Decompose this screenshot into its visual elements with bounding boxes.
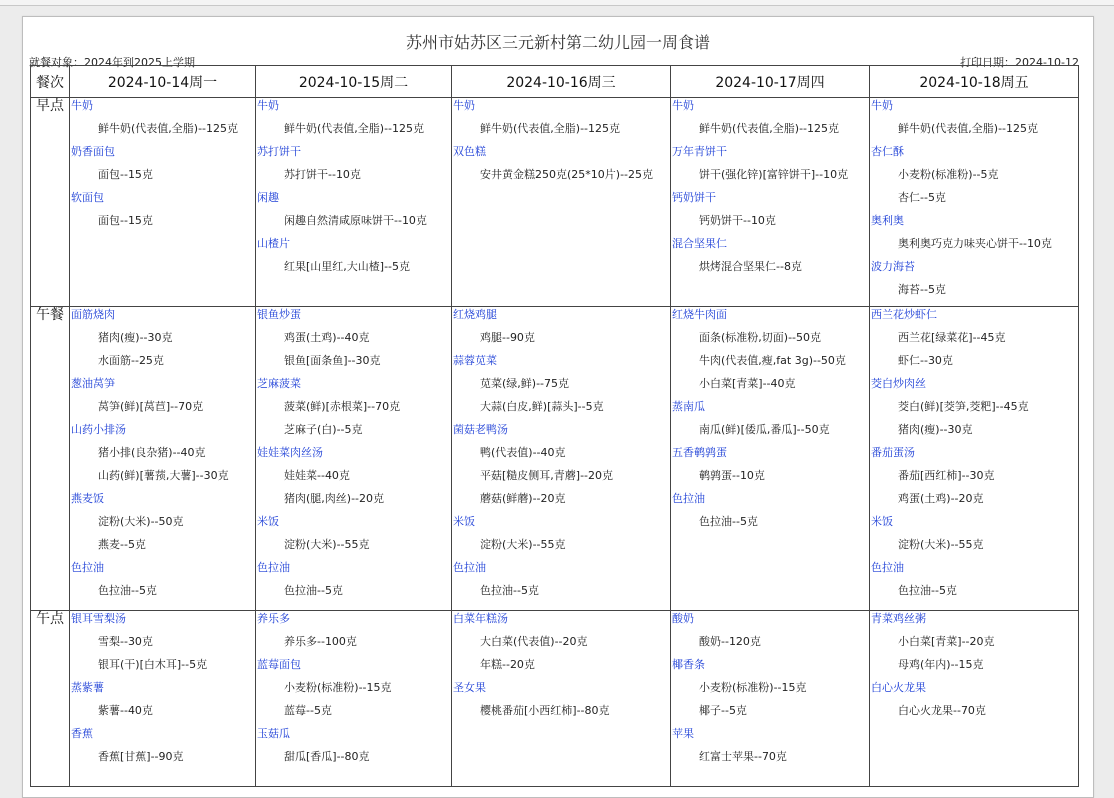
dish-name: 银耳雪梨汤	[71, 612, 126, 625]
ingredient-line: 樱桃番茄[小西红柿]--80克	[480, 704, 610, 717]
ingredient-line: 山药(鲜)[薯蓣,大薯]--30克	[98, 469, 229, 482]
dish-name: 双色糕	[453, 145, 486, 158]
menu-cell	[671, 98, 870, 307]
dish-name: 软面包	[71, 191, 104, 204]
menu-sheet	[22, 16, 1094, 798]
ingredient-line: 小麦粉(标准粉)--5克	[898, 168, 999, 181]
dish-name: 苏打饼干	[257, 145, 301, 158]
dish-name: 酸奶	[672, 612, 694, 625]
dish-name: 山药小排汤	[71, 423, 126, 436]
ingredient-line: 鲜牛奶(代表值,全脂)--125克	[284, 122, 425, 135]
dish-name: 钙奶饼干	[672, 191, 716, 204]
ingredient-line: 牛肉(代表值,瘦,fat 3g)--50克	[699, 354, 846, 367]
dish-name: 燕麦饭	[71, 492, 104, 505]
dish-name: 蓝莓面包	[257, 658, 301, 671]
ingredient-line: 杏仁--5克	[898, 191, 946, 204]
dish-name: 杏仁酥	[871, 145, 904, 158]
day-header: 2024-10-18周五	[870, 66, 1079, 98]
dish-name: 米饭	[257, 515, 279, 528]
menu-cell	[870, 611, 1079, 787]
dish-name: 红烧鸡腿	[453, 308, 497, 321]
meal-label: 午点	[31, 611, 70, 787]
day-header: 2024-10-17周四	[671, 66, 870, 98]
dish-name: 圣女果	[453, 681, 486, 694]
dish-name: 蒸南瓜	[672, 400, 705, 413]
ingredient-line: 鸭(代表值)--40克	[480, 446, 566, 459]
ingredient-line: 番茄[西红柿]--30克	[898, 469, 995, 482]
ingredient-line: 虾仁--30克	[898, 354, 953, 367]
dish-name: 五香鹌鹑蛋	[672, 446, 727, 459]
ingredient-line: 西兰花[绿菜花]--45克	[898, 331, 1006, 344]
ingredient-line: 蘑菇(鲜蘑)--20克	[480, 492, 566, 505]
ingredient-line: 娃娃菜--40克	[284, 469, 350, 482]
menu-cell	[452, 98, 671, 307]
ingredient-line: 猪小排(良杂猪)--40克	[98, 446, 206, 459]
dish-name: 牛奶	[871, 99, 893, 112]
ingredient-line: 小麦粉(标准粉)--15克	[699, 681, 807, 694]
ingredient-line: 水面筋--25克	[98, 354, 164, 367]
ingredient-line: 鸡蛋(土鸡)--40克	[284, 331, 370, 344]
ingredient-line: 猪肉(腿,肉丝)--20克	[284, 492, 385, 505]
menu-cell	[256, 611, 452, 787]
menu-cell	[70, 98, 256, 307]
print-date: 打印日期：2024-10-12	[960, 56, 1079, 69]
dish-name: 养乐多	[257, 612, 290, 625]
dish-name: 色拉油	[672, 492, 705, 505]
dish-name: 银鱼炒蛋	[257, 308, 301, 321]
ingredient-line: 银鱼[面条鱼]--30克	[284, 354, 381, 367]
ingredient-line: 安井黄金糕250克(25*10片)--25克	[480, 168, 654, 181]
ingredient-line: 菠菜(鲜)[赤根菜]--70克	[284, 400, 401, 413]
ingredient-line: 鲜牛奶(代表值,全脂)--125克	[480, 122, 621, 135]
ingredient-line: 大白菜(代表值)--20克	[480, 635, 588, 648]
ingredient-line: 鸡腿--90克	[480, 331, 535, 344]
dish-name: 茭白炒肉丝	[871, 377, 926, 390]
dish-name: 奶香面包	[71, 145, 115, 158]
menu-cell	[256, 307, 452, 611]
ingredient-line: 色拉油--5克	[898, 584, 957, 597]
ingredient-line: 蓝莓--5克	[284, 704, 332, 717]
corner-header: 餐次	[31, 66, 70, 98]
menu-cell	[671, 307, 870, 611]
ingredient-line: 燕麦--5克	[98, 538, 146, 551]
dish-name: 菌菇老鸭汤	[453, 423, 508, 436]
ingredient-line: 银耳(干)[白木耳]--5克	[98, 658, 208, 671]
meal-label: 午餐	[31, 307, 70, 611]
ingredient-line: 鲜牛奶(代表值,全脂)--125克	[98, 122, 239, 135]
menu-cell	[256, 98, 452, 307]
menu-cell	[870, 98, 1079, 307]
dish-name: 苹果	[672, 727, 694, 740]
menu-cell	[870, 307, 1079, 611]
dish-name: 万年青饼干	[672, 145, 727, 158]
ingredient-line: 鸡蛋(土鸡)--20克	[898, 492, 984, 505]
dish-name: 葱油莴笋	[71, 377, 115, 390]
dish-name: 牛奶	[257, 99, 279, 112]
meal-row	[31, 98, 1079, 307]
ingredient-line: 茭白(鲜)[茭笋,茭粑]--45克	[898, 400, 1029, 413]
dish-name: 波力海苔	[871, 260, 915, 273]
dish-name: 青菜鸡丝粥	[871, 612, 926, 625]
dish-name: 西兰花炒虾仁	[871, 308, 937, 321]
ingredient-line: 色拉油--5克	[699, 515, 758, 528]
menu-cell	[452, 307, 671, 611]
ingredient-line: 苏打饼干--10克	[284, 168, 361, 181]
ingredient-line: 烘烤混合坚果仁--8克	[699, 260, 802, 273]
ingredient-line: 平菇[糙皮侧耳,青蘑]--20克	[480, 469, 614, 482]
ingredient-line: 酸奶--120克	[699, 635, 761, 648]
dish-name: 闲趣	[257, 191, 279, 204]
dish-name: 蒜蓉苋菜	[453, 354, 497, 367]
ingredient-line: 香蕉[甘蕉]--90克	[98, 750, 184, 763]
weekly-menu-table	[30, 65, 1079, 787]
ingredient-line: 母鸡(年内)--15克	[898, 658, 984, 671]
ingredient-line: 淀粉(大米)--55克	[284, 538, 370, 551]
ingredient-line: 紫薯--40克	[98, 704, 153, 717]
dish-name: 白心火龙果	[871, 681, 926, 694]
menu-cell	[452, 611, 671, 787]
ingredient-line: 奥利奥巧克力味夹心饼干--10克	[898, 237, 1052, 250]
ingredient-line: 年糕--20克	[480, 658, 535, 671]
ingredient-line: 莴笋(鲜)[莴苣]--70克	[98, 400, 204, 413]
menu-cell	[671, 611, 870, 787]
ingredient-line: 色拉油--5克	[98, 584, 157, 597]
dish-name: 米饭	[453, 515, 475, 528]
ingredient-line: 鹌鹑蛋--10克	[699, 469, 765, 482]
dish-name: 牛奶	[453, 99, 475, 112]
dining-audience: 就餐对象：2024年到2025上学期	[29, 56, 195, 69]
dish-name: 番茄蛋汤	[871, 446, 915, 459]
browser-top-strip	[0, 0, 1114, 6]
ingredient-line: 红富士苹果--70克	[699, 750, 787, 763]
ingredient-line: 猪肉(瘦)--30克	[98, 331, 173, 344]
ingredient-line: 椰子--5克	[699, 704, 747, 717]
ingredient-line: 苋菜(绿,鲜)--75克	[480, 377, 570, 390]
dish-name: 奥利奥	[871, 214, 904, 227]
dish-name: 牛奶	[71, 99, 93, 112]
meal-row	[31, 307, 1079, 611]
ingredient-line: 色拉油--5克	[284, 584, 343, 597]
ingredient-line: 小麦粉(标准粉)--15克	[284, 681, 392, 694]
ingredient-line: 面包--15克	[98, 168, 153, 181]
dish-name: 蒸紫薯	[71, 681, 104, 694]
ingredient-line: 南瓜(鲜)[倭瓜,番瓜]--50克	[699, 423, 830, 436]
meal-label: 早点	[31, 98, 70, 307]
ingredient-line: 海苔--5克	[898, 283, 946, 296]
ingredient-line: 淀粉(大米)--55克	[480, 538, 566, 551]
day-header: 2024-10-15周二	[256, 66, 452, 98]
ingredient-line: 饼干(强化锌)[富锌饼干]--10克	[699, 168, 849, 181]
ingredient-line: 大蒜(白皮,鲜)[蒜头]--5克	[480, 400, 604, 413]
dish-name: 米饭	[871, 515, 893, 528]
header-row	[31, 66, 1079, 98]
ingredient-line: 闲趣自然清咸原味饼干--10克	[284, 214, 427, 227]
ingredient-line: 面包--15克	[98, 214, 153, 227]
dish-name: 山楂片	[257, 237, 290, 250]
ingredient-line: 钙奶饼干--10克	[699, 214, 776, 227]
dish-name: 色拉油	[257, 561, 290, 574]
dish-name: 混合坚果仁	[672, 237, 727, 250]
day-header: 2024-10-14周一	[70, 66, 256, 98]
ingredient-line: 面条(标准粉,切面)--50克	[699, 331, 822, 344]
dish-name: 芝麻菠菜	[257, 377, 301, 390]
ingredient-line: 红果[山里红,大山楂]--5克	[284, 260, 411, 273]
dish-name: 色拉油	[453, 561, 486, 574]
dish-name: 色拉油	[71, 561, 104, 574]
ingredient-line: 白心火龙果--70克	[898, 704, 986, 717]
dish-name: 椰香条	[672, 658, 705, 671]
ingredient-line: 猪肉(瘦)--30克	[898, 423, 973, 436]
dish-name: 红烧牛肉面	[672, 308, 727, 321]
dish-name: 白菜年糕汤	[453, 612, 508, 625]
day-header: 2024-10-16周三	[452, 66, 671, 98]
meal-row	[31, 611, 1079, 787]
ingredient-line: 甜瓜[香瓜]--80克	[284, 750, 370, 763]
dish-name: 玉菇瓜	[257, 727, 290, 740]
ingredient-line: 淀粉(大米)--55克	[898, 538, 984, 551]
dish-name: 香蕉	[71, 727, 93, 740]
ingredient-line: 鲜牛奶(代表值,全脂)--125克	[699, 122, 840, 135]
ingredient-line: 小白菜[青菜]--40克	[699, 377, 796, 390]
ingredient-line: 芝麻子(白)--5克	[284, 423, 363, 436]
menu-cell	[70, 611, 256, 787]
dish-name: 牛奶	[672, 99, 694, 112]
menu-cell	[70, 307, 256, 611]
dish-name: 色拉油	[871, 561, 904, 574]
ingredient-line: 雪梨--30克	[98, 635, 153, 648]
ingredient-line: 鲜牛奶(代表值,全脂)--125克	[898, 122, 1039, 135]
ingredient-line: 色拉油--5克	[480, 584, 539, 597]
ingredient-line: 养乐多--100克	[284, 635, 357, 648]
dish-name: 面筋烧肉	[71, 308, 115, 321]
dish-name: 娃娃菜肉丝汤	[257, 446, 323, 459]
ingredient-line: 小白菜[青菜]--20克	[898, 635, 995, 648]
ingredient-line: 淀粉(大米)--50克	[98, 515, 184, 528]
page-title: 苏州市姑苏区三元新村第二幼儿园一周食谱	[405, 33, 710, 52]
